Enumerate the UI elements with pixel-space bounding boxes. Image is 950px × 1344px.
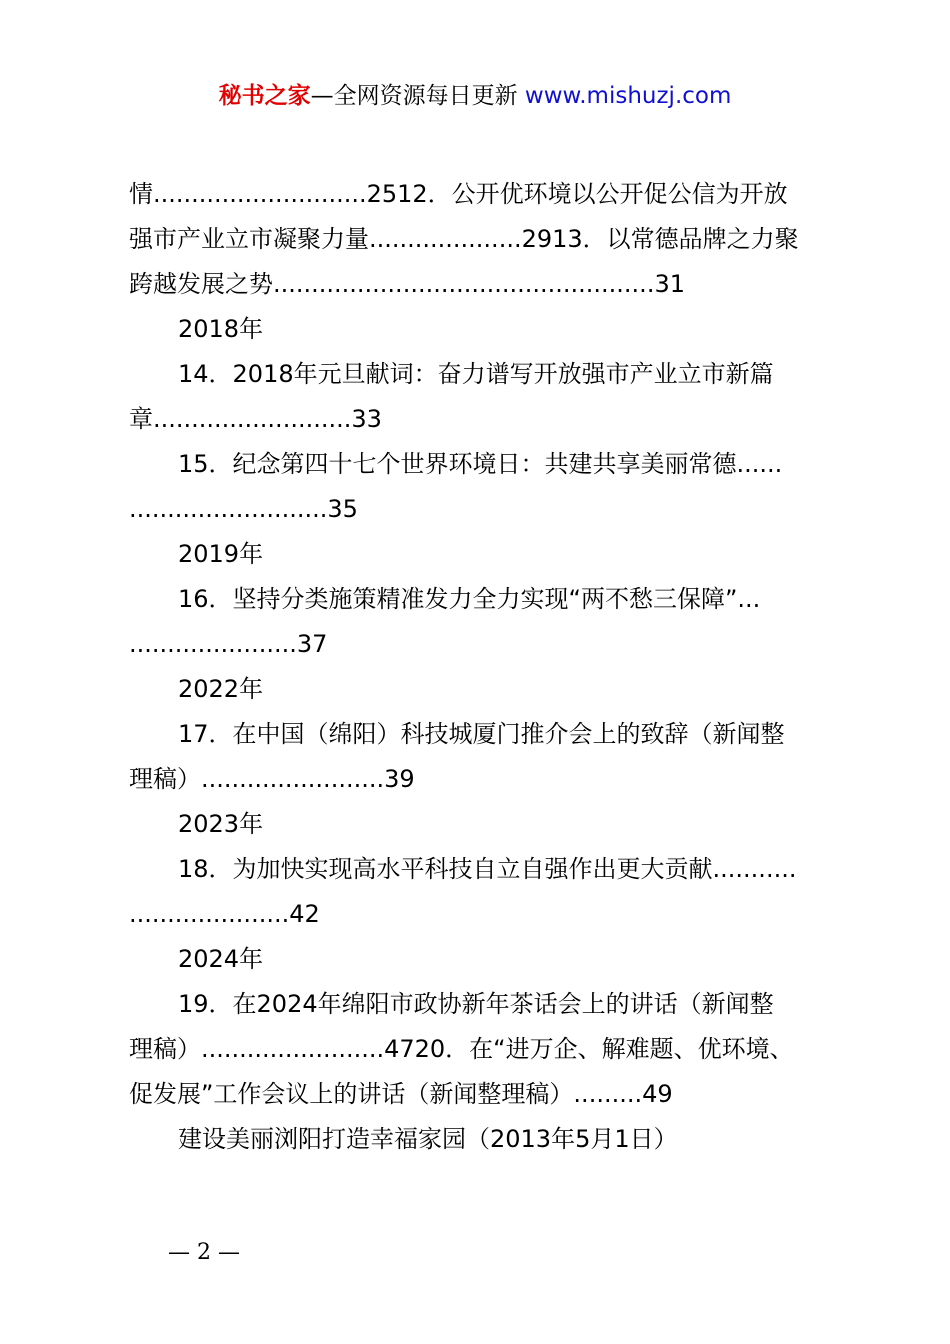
toc-line: 强市产业立市凝聚力量....................2913．以常德品牌之力聚: [129, 225, 799, 253]
toc-line: 16．坚持分类施策精准发力全力实现“两不愁三保障”...: [178, 585, 761, 613]
year-heading: 2024年: [178, 945, 264, 973]
toc-line: .....................42: [129, 900, 320, 928]
document-header: [0, 80, 950, 112]
header-slogan: —全网资源每日更新: [310, 83, 518, 109]
toc-line: 章..........................33: [129, 405, 382, 433]
toc-line: 17．在中国（绵阳）科技城厦门推介会上的致辞（新闻整: [178, 720, 785, 748]
toc-line: 理稿）........................4720．在“进万企、解难题、优环境、: [129, 1035, 794, 1063]
toc-line: 15．纪念第四十七个世界环境日：共建共享美丽常德......: [178, 450, 783, 478]
toc-line: 14．2018年元旦献词：奋力谱写开放强市产业立市新篇: [178, 360, 774, 388]
toc-line: 理稿）........................39: [129, 765, 415, 793]
toc-line: 19．在2024年绵阳市政协新年茶话会上的讲话（新闻整: [178, 990, 774, 1018]
toc-line: ......................37: [129, 630, 328, 658]
year-heading: 2018年: [178, 315, 264, 343]
year-heading: 2022年: [178, 675, 264, 703]
site-url[interactable]: www.mishuzj.com: [524, 83, 732, 109]
year-heading: 2019年: [178, 540, 264, 568]
toc-body: [129, 172, 835, 1162]
page-number: — 2 —: [168, 1240, 240, 1265]
toc-line: 促发展”工作会议上的讲话（新闻整理稿）.........49: [129, 1080, 673, 1108]
toc-line: ..........................35: [129, 495, 358, 523]
toc-line: 18．为加快实现高水平科技自立自强作出更大贡献...........: [178, 855, 797, 883]
brand-name: 秘书之家: [218, 83, 311, 109]
section-title: 建设美丽浏阳打造幸福家园（2013年5月1日）: [178, 1125, 678, 1153]
toc-line: 情............................2512．公开优环境以公开促公信为开放: [129, 180, 788, 208]
year-heading: 2023年: [178, 810, 264, 838]
toc-line: 跨越发展之势..................................................31: [129, 270, 685, 298]
